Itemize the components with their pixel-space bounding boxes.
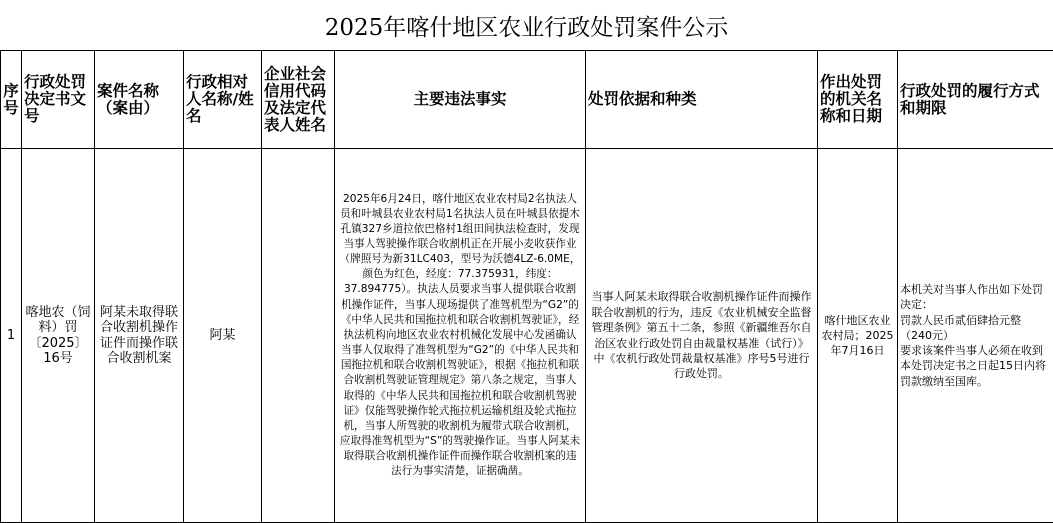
- header-case-name: 案件名称（案由）: [95, 51, 184, 149]
- table-row: [1, 149, 1053, 523]
- header-credit: 企业社会信用代码及法定代表人姓名: [262, 51, 335, 149]
- cell-doc-no: 喀地农（饲料）罚〔2025〕16号: [22, 149, 95, 523]
- cell-credit: [262, 149, 335, 523]
- header-row: [1, 51, 1053, 149]
- cell-basis: 当事人阿某未取得联合收割机操作证件而操作联合收割机的行为，违反《农业机械安全监督管理条例》第五十二条，参照《新疆维吾尔自治区农业行政处罚自由裁量权基准（试行）》中《农机行政处罚裁量权基准》序号5号进行行政处罚。: [586, 149, 818, 523]
- header-party: 行政相对人名称/姓名: [184, 51, 262, 149]
- header-performance: 行政处罚的履行方式和期限: [898, 51, 1053, 149]
- cell-case-name: 阿某未取得联合收割机操作证件而操作联合收割机案: [95, 149, 184, 523]
- header-seq: 序号: [1, 51, 22, 149]
- cell-seq: 1: [1, 149, 22, 523]
- cell-party: 阿某: [184, 149, 262, 523]
- cell-facts: 2025年6月24日，喀什地区农业农村局2名执法人员和叶城县农业农村局1名执法人员在叶城县依提木孔镇327乡道拉依巴格村1组田间执法检查时，发现当事人驾驶操作联合收割机正在开展小麦收获作业（牌照号为新31LC403，型号为沃德4LZ-6.0ME，颜色为红色，经度：77.375931，纬度：37.894775）。执法人员要求当事人提供联合收割机操作证件，当事人现场提供了准驾机型为“G2”的《中华人民共和国拖拉机和联合收割机驾驶证》，经执法机构向地区农业农村机械化发展中心发函确认当事人仅取得了准驾机型为“G2”的《中华人民共和国拖拉机和联合收割机驾驶证》，根据《拖拉机和联合收割机驾驶证管理规定》第八条之规定，当事人取得的《中华人民共和国拖拉机和联合收割机驾驶证》仅能驾驶操作轮式拖拉机运输机组及轮式拖拉机，当事人所驾驶的收割机为履带式联合收割机，应取得准驾机型为“S”的驾驶操作证。当事人阿某未取得联合收割机操作证件而操作联合收割机案的违法行为事实清楚，证据确凿。: [335, 149, 586, 523]
- header-facts: 主要违法事实: [335, 51, 586, 149]
- penalty-table: [0, 50, 1053, 523]
- header-basis: 处罚依据和种类: [586, 51, 818, 149]
- cell-performance: 本机关对当事人作出如下处罚决定： 罚款人民币贰佰肆拾元整（240元） 要求该案件当事人必须在收到本处罚决定书之日起15日内将罚款缴纳至国库。: [898, 149, 1053, 523]
- page-title: 2025年喀什地区农业行政处罚案件公示: [324, 14, 729, 41]
- header-authority: 作出处罚的机关名称和日期: [818, 51, 898, 149]
- cell-authority: 喀什地区农业农村局；2025年7月16日: [818, 149, 898, 523]
- header-doc-no: 行政处罚决定书文号: [22, 51, 95, 149]
